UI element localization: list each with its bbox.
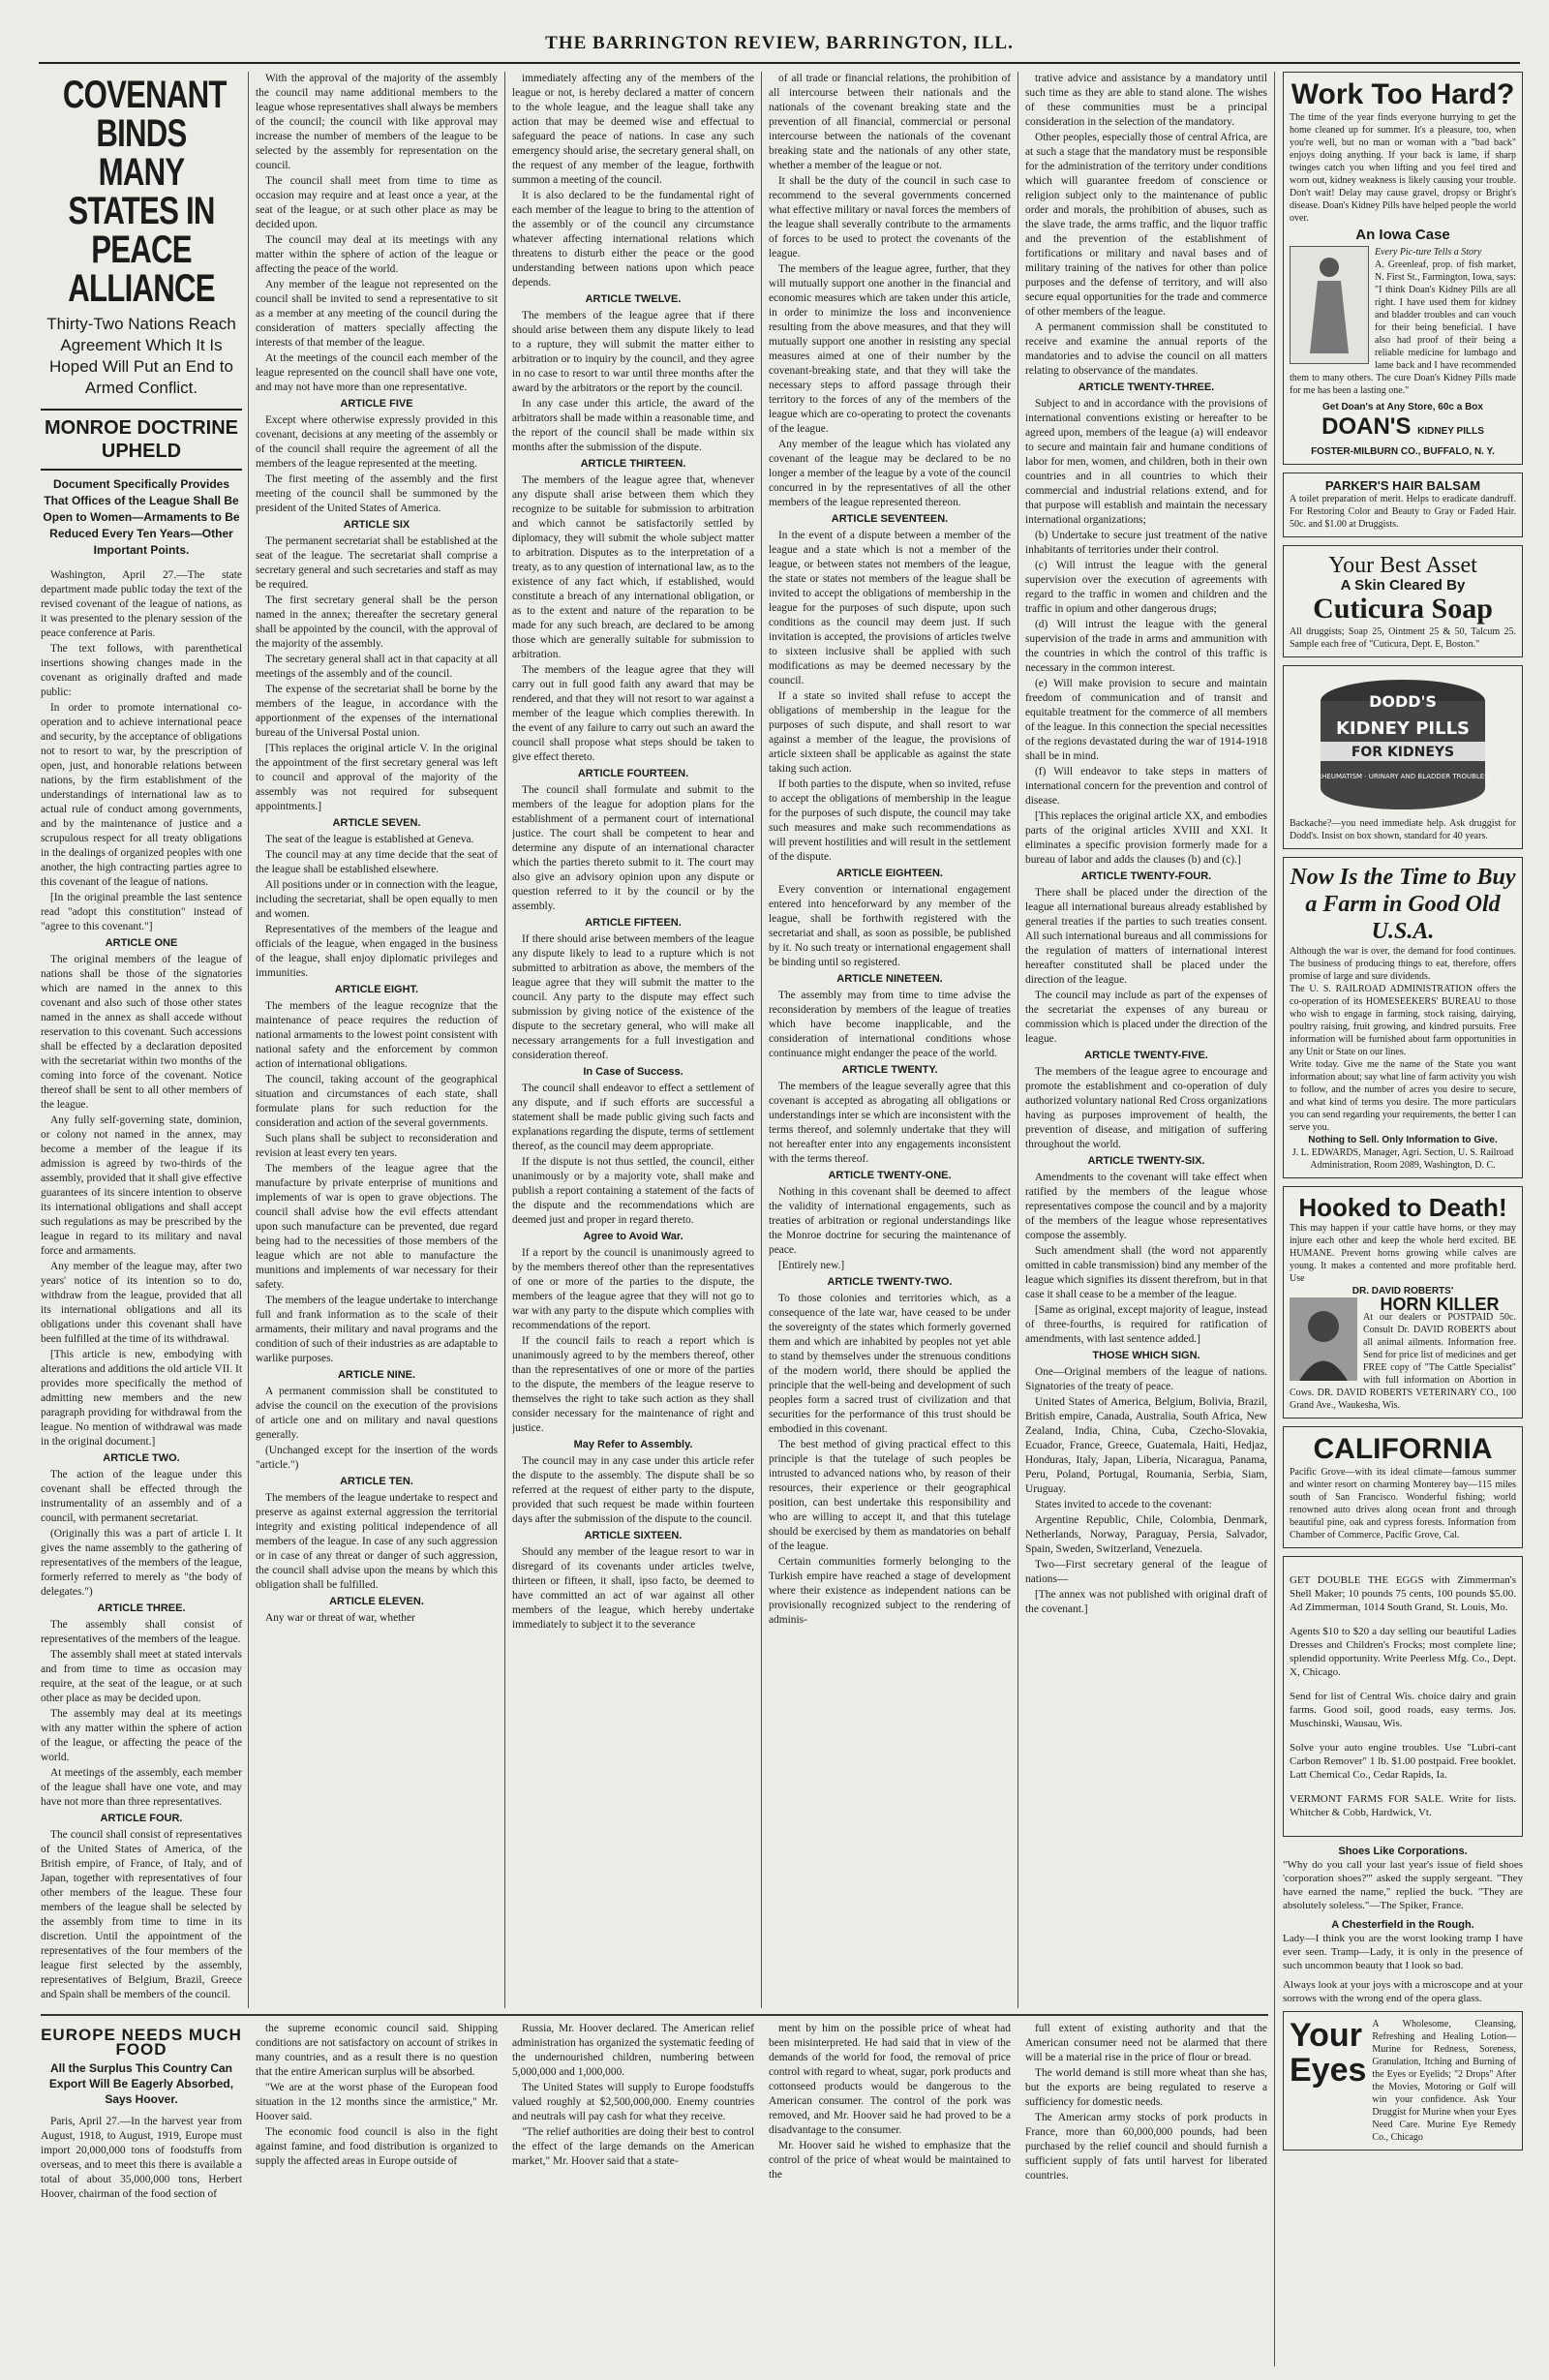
murine-word1: Your (1290, 2017, 1362, 2054)
article1-body-4 (769, 72, 1011, 1628)
paragraph: To those colonies and territories which, as a consequence of the late war, have ceased to be under the sovereignty of the states which formerly governed them and which are inhabited by peoples not yet able to stand by themselves under the strenuous conditions of the modern world, there should be applied the principle that the well-being and development of such peoples form a sacred trust of civilization and that securities for the performance of this trust should be embodied in this covenant. (769, 1293, 1011, 1435)
doans-brand-name: DOAN'S (1321, 413, 1412, 440)
pill-box-icon (1306, 672, 1500, 817)
section-heading: ARTICLE TWENTY-FIVE. (1084, 1050, 1208, 1061)
article1-deck: Thirty-Two Nations Reach Agreement Which It Is Hoped Will Put an End to Armed Conflict. (46, 315, 236, 397)
cuticura-brand: Cuticura Soap (1313, 593, 1493, 625)
woman-figure-icon (1300, 252, 1358, 358)
chesterfield-title: A Chesterfield in the Rough. (1331, 1919, 1474, 1931)
paragraph: The members of the league agree to encourage and promote the establishment and co-operation of duly authorized voluntary national Red Cross organizations having as purposes improvement of health, the prevention of disease, and mitigation of suffering throughout the world. (1025, 1066, 1267, 1150)
article1-subdeck: Document Specifically Provides That Offices of the League Shall Be Open to Women—Armaments to Be Reduced Every Ten Years—Other Important Points. (43, 477, 240, 557)
paragraph: The United States will supply to Europe foodstuffs valued roughly at $2,500,000,000. Enemy countries and neutrals will pay cash for what they receive. (512, 2082, 754, 2122)
doans-brand-suffix: KIDNEY PILLS (1417, 426, 1484, 437)
paragraph: The council may at any time decide that the seat of the league shall be established elsewhere. (256, 849, 498, 875)
paragraph: The first secretary general shall be the person named in the annex; thereafter the secretary general shall be appointed by the council, with the approval of the majority of the assembly. (256, 595, 498, 650)
paragraph: The assembly shall consist of representatives of the members of the league. (41, 1619, 242, 1645)
paragraph: With the approval of the majority of the assembly the council may name additional members to the league whose representatives shall always be members of the council; the council with like approval may increase the number of members of the league to be selected by the assembly for representation on the council. (256, 73, 498, 171)
section-heading: May Refer to Assembly. (573, 1439, 693, 1450)
article1-body-1 (41, 568, 242, 2002)
cuticura-line2: A Skin Cleared By (1340, 577, 1466, 594)
paragraph: All positions under or in connection with the league, including the secretariat, shall be open equally to men and women. (256, 879, 498, 920)
paragraph: The council may deal at its meetings with any matter within the sphere of action of the league or affecting the peace of the world. (256, 234, 498, 275)
article2-body-1 (41, 2115, 242, 2202)
paragraph: "The relief authorities are doing their best to control the effect of the large demands on the American market," Mr. Hoover said that a state- (512, 2126, 754, 2167)
paragraph: If a state so invited shall refuse to accept the obligations of membership in the league for the purposes of such dispute, and shall resort to war against a member of the league, the provisions of article sixteen shall be applicable as against the state taking such action. (769, 690, 1011, 775)
paragraph: At the meetings of the council each member of the league represented on the council shall have one vote, and may not have more than one representative. (256, 352, 498, 393)
shoes-title: Shoes Like Corporations. (1338, 1846, 1468, 1857)
paragraph: The members of the league severally agree that this covenant is accepted as abrogating all obligations or understandings inter se which are inconsistent with the terms thereof, and solemnly undertake that they will not hereafter enter into any engagements inconsistent with the terms thereof. (769, 1081, 1011, 1165)
article2-headline: EUROPE NEEDS MUCH FOOD (41, 2026, 242, 2059)
article2-body-3 (512, 2022, 754, 2169)
article2-column-3 (512, 2022, 754, 2366)
paragraph: (f) Will endeavor to take steps in matters of international concern for the prevention and control of disease. (1025, 766, 1267, 807)
section-heading: ARTICLE TWENTY-THREE. (1078, 381, 1215, 393)
section-heading: ARTICLE FIVE (340, 398, 413, 410)
paragraph: Subject to and in accordance with the provisions of international conventions existing or hereafter to be agreed upon, members of the league (a) will endeavor to secure and maintain fair and humane conditions of labor for men, women, and children, both in their own countries and in all countries to which their commercial and industrial relations extend, and for that purpose will establish and maintain the necessary international organizations; (1025, 398, 1267, 526)
paragraph: Except where otherwise expressly provided in this covenant, decisions at any meeting of the assembly or of the council shall require the agreement of all the members of the league represented at the meeting. (256, 414, 498, 470)
paragraph: Any war or threat of war, whether (265, 1612, 415, 1624)
horn-brand: HORN KILLER (1380, 1295, 1500, 1314)
dodds-pillbox (1290, 672, 1516, 817)
paragraph: Such amendment shall (the word not apparently omitted in cable transmission) bind any member of the league which signifies its dissent therefrom, but in that case it shall cease to be a member of the league. (1025, 1245, 1267, 1300)
section-heading: ARTICLE TWENTY-TWO. (827, 1276, 953, 1288)
paragraph: [This replaces the original article V. In the original the appointment of the first secretary general was left to council and approval of the majority of the assembly was not required for subsequent appointments.] (256, 743, 498, 812)
section-heading: ARTICLE NINETEEN. (836, 973, 943, 985)
california-headline: CALIFORNIA (1313, 1433, 1493, 1465)
paragraph: The best method of giving practical effect to this principle is that the tutelage of such peoples be intrusted to advanced nations who, by reason of their resources, their experience or their geographical position, can best undertake this responsibility and who are willing to accept it, and that this tutelage should be exercised by them as mandatories on behalf of the league. (769, 1439, 1011, 1552)
paragraph: full extent of existing authority and that the American consumer need not be alarmed that there will be a material rise in the price of flour or bread. (1025, 2023, 1267, 2063)
paragraph: (c) Will intrust the league with the general supervision over the execution of agreements with regard to the traffic in women and children and the traffic in opium and other dangerous drugs; (1025, 560, 1267, 615)
paragraph: The assembly shall meet at stated intervals and from time to time as occasion may require, at the seat of the league, or at such other place as may be decided upon. (41, 1649, 242, 1704)
paragraph: immediately affecting any of the members of the league or not, is hereby declared a matter of concern to the whole league, and the league shall take any action that may be deemed wise and effectual to safeguard the peace of nations. In case any such emergency should arise, the secretary general shall, on the request of any member of the league, forthwith summon a meeting of the council. (512, 73, 754, 186)
section-heading: ARTICLE SIXTEEN. (584, 1530, 683, 1541)
paragraph: Russia, Mr. Hoover declared. The American relief administration has organized the systematic feeding of the undernourished children, numbering between 5,000,000 and 1,000,000. (512, 2023, 754, 2078)
farm-body: Although the war is over, the demand for food continues. The business of producing things to eat, therefore, offers promise of large and sure dividends. (1290, 946, 1516, 982)
article1-column-2 (256, 72, 498, 2008)
paragraph: The members of the league undertake to interchange full and frank information as to the scale of their armaments, their military and naval programs and the condition of such of their industries as are adaptable to warlike purposes. (256, 1295, 498, 1364)
dodds-box-low: RHEUMATISM · URINARY AND BLADDER TROUBLES (1317, 773, 1489, 780)
article2-body-2 (256, 2022, 498, 2169)
doans-price: Get Doan's at Any Store, 60c a Box (1322, 402, 1483, 412)
section-heading: ARTICLE TWENTY-FOUR. (1080, 870, 1212, 882)
farm-body2: The U. S. RAILROAD ADMINISTRATION offers the co-operation of its HOMESEEKERS' BUREAU to those who wish to engage in farming, stock raising, dairying, poultry raising, fruit growing, and kindred pursuits. Free information will be furnished about farm opportunities in any Unit or State on our lines. (1290, 984, 1516, 1057)
article-divider (41, 2014, 1268, 2016)
masthead (39, 33, 1520, 64)
section-heading: ARTICLE SEVEN. (332, 817, 421, 829)
paragraph: Solve your auto engine troubles. Use "Lubri-cant Carbon Remover" 1 lb. $1.00 postpaid. Free booklet. Latt Chemical Co., Cedar Rapids, Ia. (1290, 1742, 1516, 1781)
paragraph: GET DOUBLE THE EGGS with Zimmerman's Shell Maker; 10 pounds 75 cents, 100 pounds $5.00. Ad Zimmerman, 1014 South Grand, St. Louis, Mo. (1290, 1574, 1516, 1613)
advertisements-column (1283, 72, 1523, 2366)
doans-figure-caption: Every Pic-ture Tells a Story (1375, 247, 1482, 258)
masthead-title: THE BARRINGTON REVIEW, BARRINGTON, ILL. (545, 33, 1014, 53)
paragraph: The members of the league undertake to respect and preserve as against external aggression the territorial integrity and existing political independence of all members of the league. In case of any such aggression or in case of any threat or danger of such aggression, the council shall advise upon the means by which this obligation shall be fulfilled. (256, 1492, 498, 1591)
paragraph: The members of the league agree, further, that they will mutually support one another in the financial and economic measures which are taken under this article, in order to minimize the loss and inconvenience resulting from the above measures, and that they will mutually support one another in resisting any special measures aimed at one of their number by the covenant-breaking state, and that they will take the necessary steps to afford passage through their territory to the forces of any of the members of the league which are co-operating to protect the covenants of the league. (769, 263, 1011, 435)
paragraph: The council, taking account of the geographical situation and circumstances of each state, shall formulate plans for such reduction for the consideration and action of the several governments. (256, 1074, 498, 1129)
section-heading: ARTICLE EIGHTEEN. (835, 868, 943, 879)
paragraph: The seat of the league is established at Geneva. (265, 834, 474, 845)
section-heading: In Case of Success. (583, 1066, 683, 1078)
section-heading: ARTICLE THIRTEEN. (580, 458, 686, 470)
column-rule (761, 72, 762, 2008)
paragraph: The council may in any case under this article refer the dispute to the assembly. The dispute shall be so referred at the request of either party to the dispute, provided that such request be made within fourteen days after the submission of the dispute to the council. (512, 1455, 754, 1525)
paragraph: It shall be the duty of the council in such case to recommend to the several governments concerned what effective military or naval forces the members of the league shall severally contribute to the armaments of forces to be used to protect the covenants of the league. (769, 175, 1011, 259)
paragraph: Any fully self-governing state, dominion, or colony not named in the annex, may become a member of the league if its admission is agreed by two-thirds of the assembly, provided that it shall give effective guarantees of its sincere intention to observe its international obligations and shall accept such regulations as may be prescribed by the league in regard to its military and naval force and armaments. (41, 1114, 242, 1257)
paragraph: If there should arise between members of the league any dispute likely to lead to a rupture which is not submitted to arbitration as above, the members of the league agree that they will submit the matter to the council. Any party to the dispute may effect such submission by giving notice of the existence of the dispute to the secretary general, who will make all necessary arrangements for a full investigation and consideration thereof. (512, 933, 754, 1061)
paragraph: If the council fails to reach a report which is unanimously agreed to by the members thereof, other than the representatives of one or more of the parties to the dispute, the members of the league reserve to themselves the right to take such action as they shall consider necessary for the maintenance of right and justice. (512, 1335, 754, 1434)
column-rule (1017, 72, 1018, 2008)
dodds-box-mid: KIDNEY PILLS (1335, 718, 1471, 739)
paragraph: In order to promote international co-operation and to achieve international peace and security, by the acceptance of obligations not to resort to war, by the prescription of open, just, and honorable relations between nations, by the firm establishment of the understandings of international law as to actual rule of conduct among governments, and by the maintenance of justice and a scrupulous respect for all treaty obligations in the dealings of organized peoples with one another, the high contracting parties agree to this covenant of the league of nations. (41, 702, 242, 888)
chesterfield-body: Lady—I think you are the worst looking tramp I have ever seen. Tramp—Lady, it is only in the presence of such uncommon beauty that I look so bad. (1283, 1933, 1523, 1971)
column-rule (248, 72, 249, 2008)
paragraph: The action of the league under this covenant shall be effected through the instrumentality of an assembly and of a council, with permanent secretariat. (41, 1469, 242, 1524)
murine-word (1290, 2018, 1366, 2144)
section-heading: ARTICLE FOURTEEN. (577, 768, 689, 779)
paragraph: (Originally this was a part of article I. It gives the name assembly to the gathering of representatives of the members of the league, formerly referred to merely as "the body of delegates.") (41, 1528, 242, 1598)
doans-case-body: A. Greenleaf, prop. of fish market, N. First St., Farmington, Iowa, says: "I think Doan's Kidney Pills are all right. I have used them for kidney and bladder troubles and can vouch for their being beneficial. I have also had proof of their being a reliable medicine for lumbago and lame back and I have recommended them to many others. The cure Doan's Kidney Pills made for me has been a lasting one." (1290, 259, 1516, 396)
parkers-title: PARKER'S HAIR BALSAM (1324, 478, 1481, 493)
section-heading: ARTICLE NINE. (337, 1369, 416, 1381)
farm-ad (1283, 857, 1523, 1178)
article2-deck: All the Surplus This Country Can Export Will Be Eagerly Absorbed, Says Hoover. (48, 2061, 234, 2106)
article2-column-1 (41, 2022, 242, 2366)
cuticura-ad (1283, 545, 1523, 657)
paragraph: The assembly may from time to time advise the reconsideration by members of the league of treaties which have become inapplicable, and the consideration of international conditions whose continuance might endanger the peace of the world. (769, 990, 1011, 1059)
classifieds (1283, 1556, 1523, 1837)
cuticura-fine: All druggists; Soap 25, Ointment 25 & 50, Talcum 25. Sample each free of "Cuticura, Dept. E, Boston." (1290, 626, 1516, 650)
article2-column-4 (769, 2022, 1011, 2366)
paragraph: [In the original preamble the last sentence read "adopt this constitution" instead of "agree to this covenant."] (41, 892, 242, 932)
paragraph: The permanent secretariat shall be established at the seat of the league. The secretariat shall comprise a secretary general and such secretaries and staff as may be required. (256, 535, 498, 591)
section-heading: ARTICLE EIGHT. (334, 984, 419, 995)
section-heading: ARTICLE TEN. (340, 1476, 413, 1487)
paragraph: [This article is new, embodying with alterations and additions the old article VII. It provides more specifically the method of admitting new members and the new paragraph providing for withdrawal from the league. No mention of withdrawal was made in the original document.] (41, 1349, 242, 1448)
section-heading: ARTICLE FIFTEEN. (585, 917, 682, 929)
paragraph: Mr. Hoover said he wished to emphasize that the control of the price of wheat would be maintained to the (769, 2140, 1011, 2181)
paragraph: (b) Undertake to secure just treatment of the native inhabitants of territories under their control. (1025, 530, 1267, 556)
section-heading: ARTICLE ONE (105, 937, 178, 949)
paragraph: the supreme economic council said. Shipping conditions are not satisfactory on account of strikes in many countries, and as a result there is no question that the entire American surplus will be absorbed. (256, 2023, 498, 2078)
paragraph: Two—First secretary general of the league of nations— (1025, 1559, 1267, 1585)
horn-headline: Hooked to Death! (1298, 1193, 1507, 1222)
paragraph: Any member of the league which has violated any covenant of the league may be declared to be no longer a member of the league by a vote of the council concurred in by the representatives of all the other members of the league represented thereon. (769, 439, 1011, 508)
paragraph: The members of the league agree that, whenever any dispute shall arise between them which they recognize to be suitable for submission to arbitration and which cannot be satisfactorily settled by diplomacy, they will submit the whole subject matter to arbitration. Disputes as to the interpretation of a treaty, as to any question of international law, as to the existence of any fact which, if established, would constitute a breach of any international obligation, or as to the extent and nature of the reparation to be made for any such breach, are declared to be among those which are generally suitable for submission to arbitration. (512, 474, 754, 660)
paragraph: Representatives of the members of the league and officials of the league, when engaged in the business of the league, shall enjoy diplomatic privileges and immunities. (256, 924, 498, 979)
article1-column-4 (769, 72, 1011, 2008)
paragraph: (e) Will make provision to secure and maintain freedom of communication and of transit and equitable treatment for the commerce of all members of the league. In this connection the special necessities of the regions devastated during the war of 1914-1918 shall be in mind. (1025, 678, 1267, 762)
murine-word2: Eyes (1290, 2052, 1367, 2089)
paragraph: A permanent commission shall be constituted to advise the council on the execution of the provisions of article one and on military and naval questions generally. (256, 1386, 498, 1441)
paragraph: ment by him on the possible price of wheat had been misinterpreted. He had said that in view of the demands of the world for food, the removal of price control with regard to wheat, sugar, pork products and cottonseed products would be dangerous to the American consumer. The control of the pork was removed, and Mr. Hoover said he had proved to be a disadvantage to the consumer. (769, 2023, 1011, 2136)
paragraph: In any case under this article, the award of the arbitrators shall be made within a reasonable time, and the report of the council shall be made within six months after the submission of the dispute. (512, 398, 754, 453)
horn-body: This may happen if your cattle have horns, or they may injure each other and keep the whole herd excited. BE HUMANE. Prevent horns growing while calves are young. It makes a contented and more profitable herd. Use (1290, 1223, 1516, 1284)
doans-body: The time of the year finds everyone hurrying to get the home cleaned up for summer. It's a pleasure, too, when you're well, but no man or woman with a "bad back" enjoys doing anything. If your back is lame, if sharp twinges catch you when lifting and you feel tired and worn out, kidney weakness is likely causing your trouble. Don't wait! Delay may cause gravel, dropsy or Bright's disease. Doan's Kidney Pills have helped people the world over. (1290, 112, 1516, 224)
paragraph: If a report by the council is unanimously agreed to by the members thereof other than the representatives of one or more of the parties to the dispute, the members of the league agree that they will not go to war with any party to the dispute which complies with recommendations of the report. (512, 1247, 754, 1331)
paragraph: Other peoples, especially those of central Africa, are at such a stage that the mandatory must be responsible for the administration of the territory under conditions which will guarantee freedom of conscience or religion subject only to the maintenance of public order and morals, the prohibition of abuses, such as the slave trade, the arms traffic, and the liquor traffic and the prevention of the establishment of fortifications or military and naval bases and of military training of the natives for other than police purposes and the defense of territory, and will also secure equal opportunities for the trade and commerce of other members of the league. (1025, 132, 1267, 318)
california-body: Pacific Grove—with its ideal climate—famous summer and winter resort on charming Monterey bay—115 miles south of San Francisco. Wonderful fishing; world renowned auto drives along ocean front and through beautiful pine, oak and cypress forests. Information from Chamber of Commerce, Pacific Grove, Cal. (1290, 1467, 1516, 1541)
paragraph: States invited to accede to the covenant: (1035, 1499, 1212, 1510)
paragraph: Should any member of the league resort to war in disregard of its covenants under articles twelve, thirteen or fifteen, it shall, ipso facto, be deemed to have committed an act of war against all other members of the league, which hereby undertake immediately to subject it to the severance (512, 1546, 754, 1631)
paragraph: In the event of a dispute between a member of the league and a state which is not a member of the league, or between states not members of the league, the state or states not members of the league shall be invited to accept the obligations of membership in the league for the purposes of such dispute, upon such conditions as the council may deem just. If such invitation is accepted, the provisions of articles twelve to sixteen inclusive shall be applied with such modifications as may be deemed necessary by the council. (769, 530, 1011, 687)
paragraph: Paris, April 27.—In the harvest year from August, 1918, to August, 1919, Europe must import 20,000,000 tons of foodstuffs from overseas, and to meet this there is available a total of about 35,000,000 tons, Herbert Hoover, chairman of the food section of (41, 2116, 242, 2200)
section-heading: ARTICLE TWO. (103, 1452, 180, 1464)
article1-subhead: MONROE DOCTRINE UPHELD (41, 409, 242, 471)
parkers-body: A toilet preparation of merit. Helps to eradicate dandruff. For Restoring Color and Beauty to Gray or Faded Hair. 50c. and $1.00 at Druggists. (1290, 494, 1516, 530)
farm-sell: Nothing to Sell. Only Information to Give. (1308, 1135, 1498, 1145)
paragraph: Such plans shall be subject to reconsideration and revision at least every ten years. (256, 1133, 498, 1159)
section-heading: ARTICLE SEVENTEEN. (831, 513, 949, 525)
chesterfield-item (1283, 1918, 1523, 1972)
paragraph: (d) Will intrust the league with the general supervision of the trade in arms and ammunition with the countries in which the control of this traffic is necessary in the common interest. (1025, 619, 1267, 674)
section-heading: Agree to Avoid War. (583, 1231, 683, 1242)
paragraph: Any member of the league not represented on the council shall be invited to send a representative to sit as a member at any meeting of the council during the consideration of matters specially affecting the interests of that member of the league. (256, 279, 498, 349)
paragraph: The original members of the league of nations shall be those of the signatories which are named in the annex to this covenant and also such of those other states named in the annex as shall accede without reservation to this covenant. Such accessions shall be effected by a declaration deposited with the secretariat within two months of the coming into force of the covenant. Notice thereof shall be sent to all other members of the league. (41, 954, 242, 1111)
article1-column-3 (512, 72, 754, 2008)
paragraph: The council may include as part of the expenses of the secretariat the expenses of any bureau or commission which is placed under the direction of the league. (1025, 990, 1267, 1045)
section-heading: ARTICLE ELEVEN. (329, 1596, 424, 1607)
paragraph: It is also declared to be the fundamental right of each member of the league to bring to the attention of the assembly or of the council any circumstance whatever affecting international relations which threatens to disturb either the peace or the good understanding between nations upon which peace depends. (512, 190, 754, 289)
article2-column-5 (1025, 2022, 1267, 2366)
shoes-item (1283, 1845, 1523, 1912)
paragraph: Nothing in this covenant shall be deemed to affect the validity of international engagements, such as treaties of arbitration or regional understandings like the Monroe doctrine for securing the maintenance of peace. (769, 1186, 1011, 1256)
paragraph: The council shall meet from time to time as occasion may require and at least once a year, at the seat of the league, or at such other place as may be decided upon. (256, 175, 498, 230)
doans-maker: FOSTER-MILBURN CO., BUFFALO, N. Y. (1311, 446, 1495, 457)
doans-headline: Work Too Hard? (1291, 78, 1515, 110)
paragraph: A permanent commission shall be constituted to receive and examine the annual reports of the mandatories and to advise the council on all matters relating to observance of the mandates. (1025, 321, 1267, 377)
section-heading: ARTICLE TWENTY-ONE. (828, 1170, 952, 1181)
paragraph: Agents $10 to $20 a day selling our beautiful Ladies Dresses and Children's Frocks; most complete line; splendid opportunity. Write Peerless Mfg. Co., Dept. X, Chicago. (1290, 1626, 1516, 1678)
paragraph: Send for list of Central Wis. choice dairy and grain farms. Good soil, good roads, easy terms. Jos. Muschinski, Wausau, Wis. (1290, 1691, 1516, 1729)
paragraph: Certain communities formerly belonging to the Turkish empire have reached a stage of development where their existence as independent nations can be provisionally recognized subject to the rendering of adminis- (769, 1556, 1011, 1626)
dodds-box-top: DODD'S (1369, 692, 1437, 711)
paragraph: [Same as original, except majority of league, instead of three-fourths, is required for ratification of amendments, with last sentence added.] (1025, 1304, 1267, 1345)
dodds-box-band: FOR KIDNEYS (1351, 745, 1455, 760)
portrait-icon (1290, 1297, 1357, 1381)
article1-body-3 (512, 72, 754, 1632)
paragraph: The first meeting of the assembly and the first meeting of the council shall be summoned by the president of the United States of America. (256, 473, 498, 514)
paragraph: Washington, April 27.—The state department made public today the text of the revised covenant of the league of nations, as it was presented to the plenary session of the peace conference at Paris. (41, 569, 242, 639)
doans-kidney-ad (1283, 72, 1523, 465)
paragraph: Amendments to the covenant will take effect when ratified by the members of the league whose representatives compose the council and by a majority of the members of the league whose representatives compose the assembly. (1025, 1172, 1267, 1241)
doans-brand (1290, 413, 1516, 445)
dodds-ad (1283, 665, 1523, 849)
column-rule (1274, 72, 1275, 2366)
paragraph: VERMONT FARMS FOR SALE. Write for lists. Whitcher & Cobb, Hardwick, Vt. (1290, 1793, 1516, 1818)
article2-body-4 (769, 2022, 1011, 2182)
paragraph: The assembly may deal at its meetings with any matter within the sphere of action of the league, or affecting the peace of the world. (41, 1708, 242, 1763)
doans-figure (1290, 246, 1369, 364)
farm-contact: J. L. EDWARDS, Manager, Agri. Section, U. S. Railroad Administration, Room 2089, Washington, D. C. (1291, 1147, 1514, 1171)
section-heading: ARTICLE SIX (343, 519, 410, 531)
section-heading: THOSE WHICH SIGN. (1092, 1350, 1200, 1361)
california-ad (1283, 1426, 1523, 1548)
column-rule (504, 72, 505, 2008)
article2-body-5 (1025, 2022, 1267, 2183)
horn-brand-top: DR. DAVID ROBERTS' (1352, 1286, 1454, 1297)
article1-headline: COVENANT BINDS MANY STATES IN PEACE ALLIANCE (62, 74, 227, 310)
article2-column-2 (256, 2022, 498, 2366)
paragraph: There shall be placed under the direction of the league all international bureaus already established by general treaties if the parties to such treaties consent. All such international bureaus and all commissions for the regulation of matters of international interest hereafter constituted shall be placed under the direction of the league. (1025, 887, 1267, 986)
cuticura-line1: Your Best Asset (1328, 553, 1477, 578)
article1-body-2 (256, 72, 498, 1626)
section-heading: ARTICLE TWENTY. (841, 1064, 938, 1076)
paragraph: At meetings of the assembly, each member of the league shall have one vote, and may have not more than three representatives. (41, 1767, 242, 1808)
shoes-body: "Why do you call your last year's issue of field shoes 'corporation shoes?'" asked the supply sergeant. "They have earned the name," replied the buck. "They are absolutely soleless."—The Spiker, France. (1283, 1859, 1523, 1911)
paragraph: The text follows, with parenthetical insertions showing changes made in the covenant as originally drafted and made public: (41, 643, 242, 698)
paragraph: The members of the league recognize that the maintenance of peace requires the reduction of national armaments to the lowest point consistent with national safety and the enforcement by common action of international obligations. (256, 1000, 498, 1070)
farm-body3: Write today. Give me the name of the State you want information about; say what line of farm activity you wish to follow, and the number of acres you desire to secure, and what kind of terms you desire. The more particulars you can send regarding your requirements, the better I can serve you. (1290, 1059, 1516, 1133)
paragraph: "We are at the worst phase of the European food situation in the 12 months since the armistice," Mr. Hoover said. (256, 2082, 498, 2122)
farm-headline: Now Is the Time to Buy a Farm in Good Old U.S.A. (1290, 865, 1516, 944)
paragraph: (Unchanged except for the insertion of the words "article.") (256, 1445, 498, 1471)
murine-body: A Wholesome, Cleansing, Refreshing and Healing Lotion—Murine for Redness, Soreness, Granulation, Itching and Burning of the Eyes or Eyelids; "2 Drops" After the Movies, Motoring or Golf will win your confidence. Ask Your Druggist for Murine when your Eyes Need Care. Murine Eye Remedy Co., Chicago (1372, 2019, 1516, 2143)
paragraph: The council shall formulate and submit to the members of the league for adoption plans for the establishment of a permanent court of international justice. The court shall be competent to hear and determine any dispute of an international character which the parties thereto submit to it. The court may also give an advisory opinion upon any dispute or question referred to it by the council or by the assembly. (512, 784, 754, 912)
paragraph: The council shall consist of representatives of the United States of America, of the British empire, of France, of Italy, and of Japan, together with representatives of four other members of the league. These four members of the league shall be selected by the assembly from time to time in its discretion. Until the appointment of the representatives of the four members of the league first selected by the assembly, representatives of Belgium, Brazil, Greece and Spain shall be members of the council. (41, 1829, 242, 2000)
paragraph: [This replaces the original article XX, and embodies parts of the original articles XVIII and XXI. It eliminates a specific provision formerly made for a bureau of labor and adds the clauses (b) and (c).] (1025, 810, 1267, 866)
paragraph: Argentine Republic, Chile, Colombia, Denmark, Netherlands, Norway, Paraguay, Persia, Salvador, Spain, Sweden, Switzerland, Venezuela. (1025, 1514, 1267, 1555)
paragraph: The world demand is still more wheat than she has, but the exports are being regulated to reserve a sufficiency for domestic needs. (1025, 2067, 1267, 2108)
paragraph: trative advice and assistance by a mandatory until such time as they are able to stand alone. The wishes of these communities must be a principal consideration in the selection of the mandatory. (1025, 73, 1267, 128)
article1-column-1 (41, 72, 242, 2008)
paragraph: The members of the league agree that they will carry out in full good faith any award that may be rendered, and that they will not resort to war against a member of the league which complies therewith. In the event of any failure to carry out such an award the council shall propose what steps should be taken to give effect thereto. (512, 664, 754, 763)
dodds-body: Backache?—you need immediate help. Ask druggist for Dodd's. Insist on box shown, standard for 40 years. (1290, 818, 1516, 841)
paragraph: The economic food council is also in the fight against famine, and food distribution is organized to supply the affected areas in Europe outside of (256, 2126, 498, 2167)
murine-eyes-ad (1283, 2011, 1523, 2151)
paragraph: United States of America, Belgium, Bolivia, Brazil, British empire, Canada, Australia, South Africa, New Zealand, India, China, Cuba, Czecho-Slovakia, Ecuador, France, Greece, Guatemala, Haiti, Hedjaz, Honduras, Italy, Japan, Liberia, Nicaragua, Panama, Peru, Poland, Portugal, Roumania, Serbia, Siam, Uruguay. (1025, 1396, 1267, 1495)
paragraph: The secretary general shall act in that capacity at all meetings of the assembly and of the council. (256, 654, 498, 680)
horn-body2: At our dealers or POSTPAID 50c. Consult Dr. DAVID ROBERTS about all animal ailments. Information free. Send for price list of medicines and get FREE copy of "The Cattle Specialist" with full information on Abortion in Cows. DR. DAVID ROBERTS VETERINARY CO., 100 Grand Ave., Waukesha, Wis. (1290, 1312, 1516, 1411)
paragraph: The council shall endeavor to effect a settlement of any dispute, and if such efforts are successful a statement shall be made public giving such facts and explanations regarding the dispute, terms of settlement thereof, as the council may deem appropriate. (512, 1083, 754, 1152)
paragraph: If the dispute is not thus settled, the council, either unanimously or by a majority vote, shall make and publish a report containing a statement of the facts of the dispute and the recommendations which are deemed just and proper in regard thereto. (512, 1156, 754, 1226)
paragraph: [Entirely new.] (778, 1260, 845, 1271)
section-heading: ARTICLE TWENTY-SIX. (1087, 1155, 1205, 1167)
doans-case-head: An Iowa Case (1355, 227, 1450, 243)
article1-column-5 (1025, 72, 1267, 2008)
paragraph: The expense of the secretariat shall be borne by the members of the league, in accordance with the apportionment of the expenses of the international bureau of the Universal Postal union. (256, 684, 498, 739)
paragraph: Every convention or international engagement entered into henceforward by any member of the league, shall be forthwith registered with the secretariat and shall, as soon as possible, be published by it. No such treaty or international engagement shall be binding until so registered. (769, 884, 1011, 968)
horn-killer-ad (1283, 1186, 1523, 1419)
section-heading: ARTICLE TWELVE. (585, 293, 682, 305)
paragraph: of all trade or financial relations, the prohibition of all intercourse between their nationals and the nationals of the covenant breaking state and the prevention of all financial, commercial or personal intercourse between the nationals of the covenant breaking state and the nationals of any other state, whether a member of the league or not. (769, 73, 1011, 171)
section-heading: ARTICLE FOUR. (100, 1813, 183, 1824)
article1-body-5 (1025, 72, 1267, 1617)
section-heading: ARTICLE THREE. (97, 1602, 186, 1614)
paragraph: One—Original members of the league of nations. Signatories of the treaty of peace. (1025, 1366, 1267, 1392)
paragraph: The members of the league agree that if there should arise between them any dispute likely to lead to a rupture, they will submit the matter either to arbitration or to inquiry by the council, and they agree in no case to resort to war until three months after the award by the arbitrators or the report by the council. (512, 310, 754, 394)
paragraph: The American army stocks of pork products in France, more than 60,000,000 pounds, had been purchased by the relief council and should furnish a sufficient supply of fats until harvest for liberated countries. (1025, 2112, 1267, 2182)
paragraph: The members of the league agree that the manufacture by private enterprise of munitions and implements of war is open to grave objections. The council shall advise how the evil effects attendant upon such manufacture can be prevented, due regard being had to the necessities of those members of the league which are not able to manufacture the munitions and implements of war necessary for their safety. (256, 1163, 498, 1291)
parkers-ad (1283, 473, 1523, 537)
paragraph: If both parties to the dispute, when so invited, refuse to accept the obligations of membership in the league for the purposes of such dispute, the council may take such measures and make such recommendations as will prevent hostilities and will result in the settlement of the dispute. (769, 778, 1011, 863)
paragraph: Any member of the league may, after two years' notice of its intention so to do, withdraw from the league, provided that all its international obligations and all its obligations under this covenant shall have been fulfilled at the time of its withdrawal. (41, 1261, 242, 1345)
paragraph: [The annex was not published with original draft of the covenant.] (1025, 1589, 1267, 1615)
joys-note: Always look at your joys with a microscope and at your sorrows with the wrong end of the opera glass. (1283, 1979, 1523, 2004)
